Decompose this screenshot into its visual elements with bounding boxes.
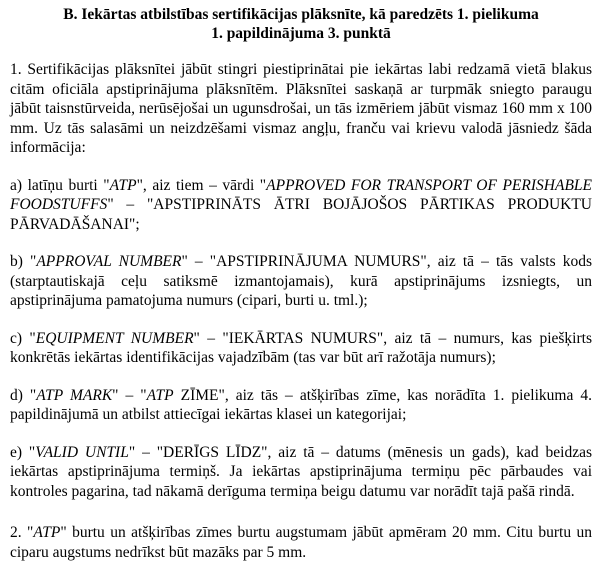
paragraph-item-e [10,443,592,502]
item-b-suffix: " – "APSTIPRINĀJUMA NUMURS", aiz tā – tās valsts kods (starptautiskajā ceļu satiksmē izmantojamais), kurā apstiprinājums izsniegts, un apstiprinājuma pamatojuma numurs (cipari, burti u. tml.); [10,253,592,309]
item-b-term: APPROVAL NUMBER [36,253,182,270]
item-d-term2: ATP [146,386,174,404]
item-e-term: VALID UNTIL [35,443,129,461]
item-a-term: ATP [109,176,137,194]
paragraph-point-2 [10,523,592,562]
paragraph-item-a [10,176,592,235]
item-a-term2: APPROVED FOR TRANSPORT OF PERISHABLE FOODSTUFFS [10,176,592,213]
point-2-term: ATP [33,524,61,541]
point-2-prefix: 2. " [10,524,34,541]
item-b-prefix: b) " [10,253,37,270]
item-a-prefix: a) latīņu burti " [10,176,110,194]
section-title-line-1: B. Iekārtas atbilstības sertifikācijas plāksnīte, kā paredzēts 1. pielikuma [63,6,539,23]
item-c-prefix: c) " [10,329,36,347]
item-c-term: EQUIPMENT NUMBER [35,329,194,347]
item-e-suffix: " – "DERĪGS LĪDZ", aiz tā – datums (mēnesis un gads), kad beidzas iekārtas apstiprinājuma termiņš. Ja iekārtas apstiprinājuma termiņu pēc pārbaudes vai kontroles pagarina, tad nākamā derīguma termiņa beigu datumu var norādīt tajā pašā rindā. [10,443,593,500]
item-d-term: ATP MARK [36,386,113,404]
item-a-suffix: " – "APSTIPRINĀTS ĀTRI BOJĀJOŠOS PĀRTIKAS PRODUKTU PĀRVADĀŠANAI"; [10,196,592,233]
item-e-prefix: e) " [10,443,36,461]
item-d-middle: " – " [112,386,147,404]
paragraph-item-d [10,386,592,425]
item-d-prefix: d) " [10,386,37,404]
paragraph-intro: 1. Sertifikācijas plāksnītei jābūt stingri piestiprinātai pie iekārtas labi redzamā vietā blakus citām oficiāla apstiprinājuma plāksnītēm. Plāksnītei saskaņā ar turpmāk sniegto paraugu jābūt taisnstūrveida, nerūsējošai un ugunsdrošai, un tās izmēriem jābūt vismaz 160 mm x 100 mm. Uz tās salasāmi un neizdzēšami vismaz angļu, franču vai krievu valodā jāsniedz šāda informācija: [10,61,592,156]
paragraph-item-c [10,329,592,368]
section-title [10,5,592,43]
section-title-line-2: 1. papildinājuma 3. punktā [211,25,391,42]
item-a-middle: ", aiz tiem – vārdi " [136,176,267,194]
item-d-suffix: ZĪME", aiz tās – atšķirības zīme, kas norādīta 1. pielikuma 4. papildinājumā un atbilst attiecīgai iekārtas klasei un kategorijai; [10,386,593,423]
point-2-suffix: " burtu un atšķirības zīmes burtu augstumam jābūt apmēram 20 mm. Citu burtu un ciparu augstums nedrīkst būt mazāks par 5 mm. [10,524,592,561]
item-c-suffix: " – "IEKĀRTAS NUMURS", aiz tā – numurs, kas piešķirts konkrētās iekārtas identifikācijas vajadzībām (tas var būt arī ražotāja numurs); [10,329,592,366]
paragraph-item-b [10,252,592,311]
